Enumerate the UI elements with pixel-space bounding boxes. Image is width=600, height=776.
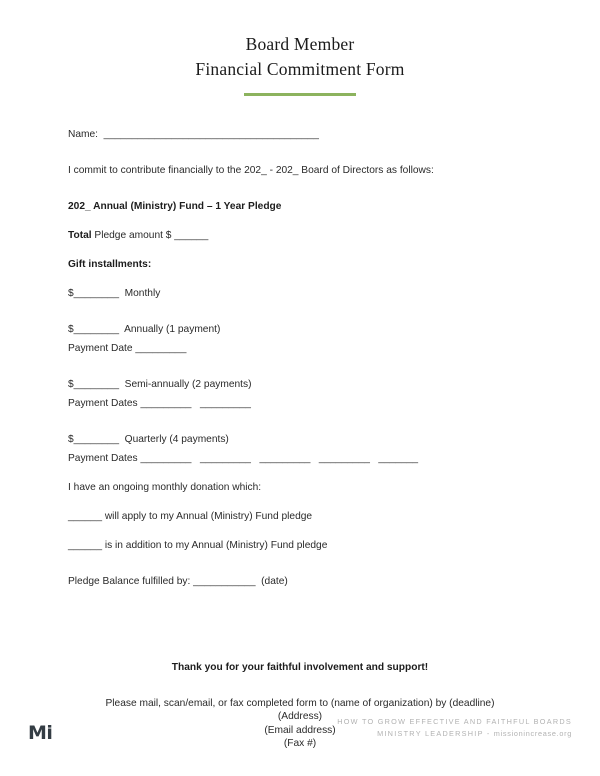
annually-payment-date[interactable]: Payment Date _________ — [68, 342, 187, 354]
semiannually-payment-dates[interactable]: Payment Dates _________ _________ — [68, 397, 251, 409]
spacer — [68, 553, 532, 575]
spacer — [68, 96, 532, 128]
ongoing-option-apply[interactable]: ______ will apply to my Annual (Ministry) Fund pledge — [68, 510, 313, 522]
document-title-block — [0, 0, 600, 96]
footer-series-label: MINISTRY LEADERSHIP - — [377, 728, 494, 738]
installment-semiannually[interactable]: $________ Semi-annually (2 payments) — [68, 378, 252, 390]
spacer — [68, 272, 532, 287]
mission-increase-logo: Mi — [28, 722, 53, 744]
page-title-line-1: Board Member — [245, 34, 355, 54]
page-footer — [0, 712, 600, 758]
thank-you-message: Thank you for your faithful involvement and support! — [171, 661, 429, 673]
footer-line-1: HOW TO GROW EFFECTIVE AND FAITHFUL BOARDS — [337, 717, 572, 726]
submission-instructions: Please mail, scan/email, or fax completed form to (name of organization) by (deadline) — [105, 697, 495, 709]
total-pledge-line[interactable] — [68, 229, 532, 243]
installment-annually[interactable]: $________ Annually (1 payment) — [68, 323, 221, 335]
pledge-heading: 202_ Annual (Ministry) Fund – 1 Year Pledge — [68, 200, 282, 212]
commitment-statement: I commit to contribute financially to the 202_ - 202_ Board of Directors as follows: — [68, 164, 434, 176]
name-field-line[interactable]: Name: ______________________________________ — [68, 128, 319, 140]
spacer — [68, 411, 532, 433]
spacer — [68, 214, 532, 229]
total-amount-blank: Pledge amount $ ______ — [91, 229, 209, 241]
spacer — [68, 356, 532, 378]
organization-email: (Email address) — [264, 724, 336, 736]
footer-website-url[interactable]: missionincrease.org — [493, 728, 572, 738]
ongoing-option-addition[interactable]: ______ is in addition to my Annual (Ministry) Fund pledge — [68, 539, 328, 551]
pledge-balance-line[interactable]: Pledge Balance fulfilled by: ___________ (date) — [68, 575, 288, 587]
page-title-line-2: Financial Commitment Form — [195, 59, 405, 79]
spacer — [68, 495, 532, 510]
spacer — [68, 675, 532, 697]
spacer — [68, 178, 532, 200]
form-body — [0, 96, 600, 751]
installment-monthly[interactable]: $________ Monthly — [68, 287, 161, 299]
ongoing-donation-intro: I have an ongoing monthly donation which: — [68, 481, 262, 493]
spacer — [68, 301, 532, 323]
spacer — [68, 142, 532, 164]
spacer — [68, 524, 532, 539]
spacer — [68, 589, 532, 661]
footer-attribution — [337, 712, 572, 739]
organization-fax: (Fax #) — [283, 738, 317, 749]
gift-installments-heading: Gift installments: — [68, 258, 152, 270]
total-label: Total — [68, 229, 92, 241]
spacer — [68, 466, 532, 481]
organization-address: (Address) — [277, 711, 323, 722]
quarterly-payment-dates[interactable]: Payment Dates _________ _________ _________ _________ _______ — [68, 452, 419, 464]
installment-quarterly[interactable]: $________ Quarterly (4 payments) — [68, 433, 229, 445]
spacer — [68, 243, 532, 258]
footer-line-2 — [337, 728, 572, 740]
